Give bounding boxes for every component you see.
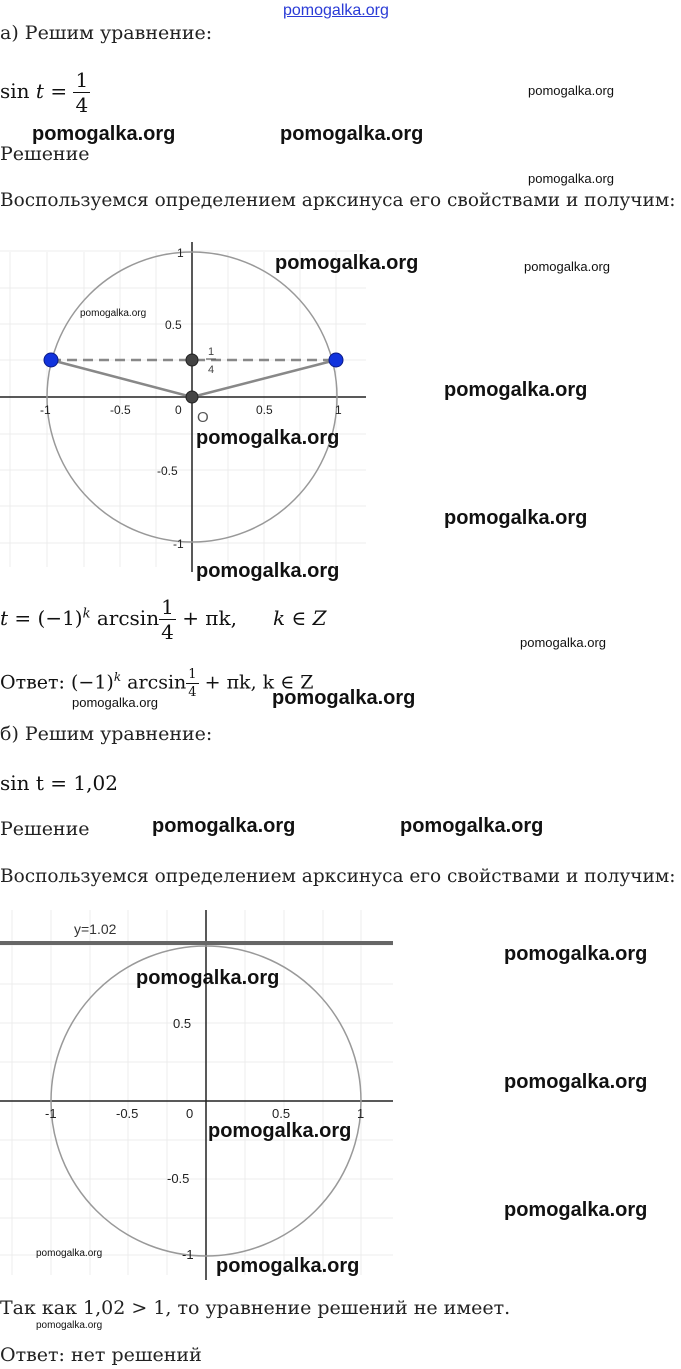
part-a-general-solution: [0, 597, 237, 642]
part-b-heading: б) Решим уравнение:: [0, 723, 213, 745]
y-tick-label: 0.5: [173, 1016, 192, 1031]
x-tick-label: -1: [40, 403, 51, 417]
part-b-solution-label: Решение: [0, 818, 90, 840]
sol-denominator: 4: [161, 620, 174, 644]
grid: [0, 251, 366, 567]
part-b-intro: Воспользуемся определением арксинуса его свойствами и получим:: [0, 866, 676, 887]
part-a-equation: [0, 70, 90, 115]
point-y-quarter: [186, 354, 198, 366]
answer-label: Ответ: (−1): [0, 671, 114, 694]
watermark: pomogalka.org: [196, 427, 340, 449]
sol-var: t: [0, 606, 9, 630]
eq-var: t: [35, 79, 44, 103]
watermark: pomogalka.org: [196, 560, 340, 582]
eq-numerator: 1: [75, 68, 89, 92]
watermark: pomogalka.org: [520, 635, 606, 650]
x-tick-label: 0: [175, 403, 182, 417]
answer-numerator: 1: [188, 667, 197, 682]
sol-eq: = (−1): [14, 606, 83, 630]
x-tick-label: 1: [335, 403, 342, 417]
y-tick-label: -0.5: [167, 1171, 190, 1186]
watermark: pomogalka.org: [504, 1071, 648, 1093]
x-tick-label: 0.5: [272, 1106, 291, 1121]
answer-arcsin: arcsin: [127, 671, 187, 694]
watermark: pomogalka.org: [275, 252, 419, 274]
watermark: pomogalka.org: [400, 815, 544, 837]
watermark: pomogalka.org: [504, 943, 648, 965]
origin-label: O: [197, 409, 209, 426]
part-a-solution-label: Решение: [0, 143, 90, 165]
grid: [0, 910, 393, 1275]
watermark: pomogalka.org: [72, 695, 158, 710]
point-right: [329, 353, 343, 367]
watermark: pomogalka.org: [504, 1199, 648, 1221]
x-tick-label: -1: [45, 1106, 57, 1121]
watermark: pomogalka.org: [528, 83, 614, 98]
watermark: pomogalka.org: [136, 967, 280, 989]
y-tick-label: 0.5: [165, 318, 182, 332]
quarter-frac-numerator: 1: [208, 346, 215, 358]
x-tick-label: 0.5: [256, 403, 273, 417]
eq-equals: =: [50, 79, 68, 103]
watermark: pomogalka.org: [216, 1255, 360, 1277]
answer-denominator: 4: [188, 685, 197, 700]
x-tick-label: -0.5: [110, 403, 131, 417]
watermark: pomogalka.org: [208, 1120, 352, 1142]
line-label: y=1.02: [74, 921, 117, 937]
header-watermark-link[interactable]: pomogalka.org: [283, 2, 389, 19]
sol-tail: + πk,: [182, 606, 237, 630]
watermark: pomogalka.org: [272, 687, 416, 709]
sol-arcsin: arcsin: [96, 606, 160, 630]
part-b-equation: sin t = 1,02: [0, 771, 118, 795]
part-a-unit-circle-graph: [0, 232, 370, 572]
watermark: pomogalka.org: [36, 1248, 103, 1259]
radius-left: [51, 360, 192, 397]
y-tick-label: -0.5: [157, 464, 178, 478]
sol-fraction: [159, 597, 176, 642]
x-tick-label: -0.5: [116, 1106, 139, 1121]
y-tick-label: 1: [177, 246, 184, 260]
y-tick-label: -1: [182, 1247, 194, 1262]
x-tick-label: 1: [357, 1106, 365, 1121]
watermark: pomogalka.org: [80, 308, 147, 319]
point-origin: [186, 391, 198, 403]
watermark: pomogalka.org: [444, 379, 588, 401]
watermark: pomogalka.org: [36, 1320, 103, 1331]
point-left: [44, 353, 58, 367]
sol-exp: k: [82, 606, 91, 622]
answer-tail: + πk, k ∈ Z: [204, 671, 314, 694]
quarter-frac-denominator: 4: [208, 364, 215, 376]
part-a-intro: Воспользуемся определением арксинуса его свойствами и получим:: [0, 190, 676, 211]
watermark: pomogalka.org: [528, 171, 614, 186]
eq-fraction: [73, 70, 90, 115]
watermark: pomogalka.org: [280, 123, 424, 145]
watermark: pomogalka.org: [444, 507, 588, 529]
y-tick-label: -1: [173, 537, 184, 551]
part-b-conclusion: Так как 1,02 > 1, то уравнение решений не имеет.: [0, 1297, 511, 1319]
part-b-answer: Ответ: нет решений: [0, 1344, 202, 1366]
watermark: pomogalka.org: [32, 123, 176, 145]
answer-exp: k: [113, 670, 122, 685]
sol-numerator: 1: [161, 595, 174, 619]
x-tick-label: 0: [186, 1106, 194, 1121]
eq-sin: sin: [0, 79, 30, 103]
part-b-unit-circle-graph: [0, 910, 395, 1280]
part-a-heading: а) Решим уравнение:: [0, 22, 213, 44]
watermark: pomogalka.org: [152, 815, 296, 837]
eq-denominator: 4: [75, 93, 89, 117]
answer-fraction: [186, 668, 198, 699]
watermark: pomogalka.org: [524, 259, 610, 274]
part-a-condition: k ∈ Z: [273, 606, 327, 630]
